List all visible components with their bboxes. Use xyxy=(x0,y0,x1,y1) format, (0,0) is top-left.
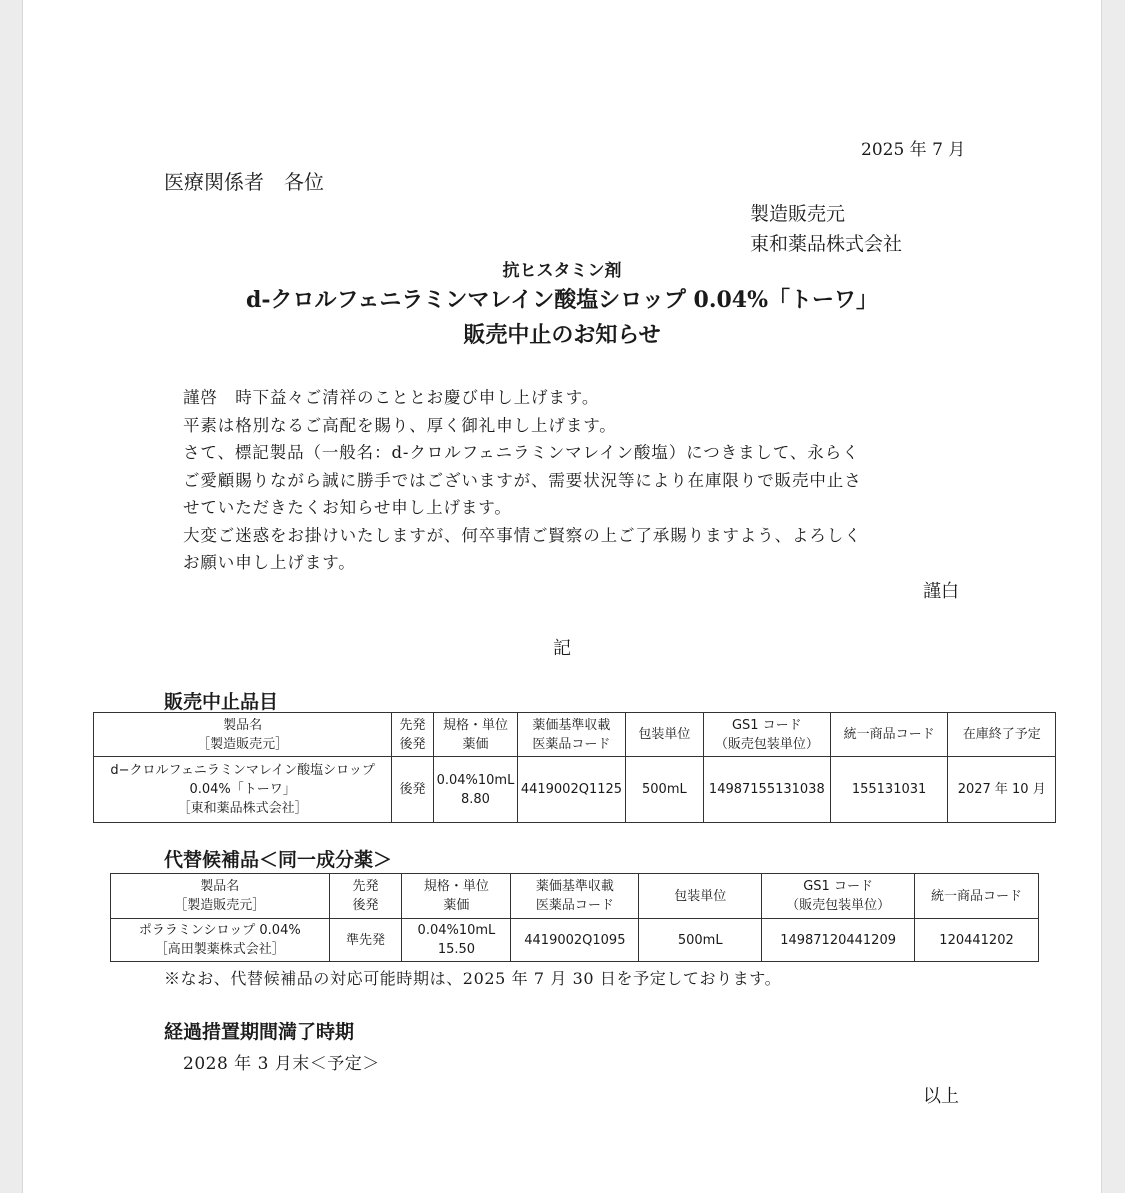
end-mark: 以上 xyxy=(923,1086,959,1107)
header-unified: 統一商品コード xyxy=(830,713,948,757)
body-line: 平素は格別なるご高配を賜り、厚く御礼申し上げます。 xyxy=(183,415,617,435)
alternative-table xyxy=(110,873,1039,962)
header-gs1: GS1 コード （販売包装単位） xyxy=(703,713,830,757)
body-line: さて、標記製品（一般名：d-クロルフェニラミンマレイン酸塩）につきまして、永らく xyxy=(183,443,860,462)
cell-spec: 0.04%10mL 8.80 xyxy=(433,757,517,823)
issue-date: 2025 年 7 月 xyxy=(861,140,966,160)
issuer-company: 東和薬品株式会社 xyxy=(750,233,903,255)
cell-code: 4419002Q1095 xyxy=(511,919,639,962)
cell-gs1: 14987120441209 xyxy=(762,919,915,962)
header-stock-end: 在庫終了予定 xyxy=(948,713,1056,757)
addressee: 医療関係者 各位 xyxy=(164,170,324,194)
body-line: 大変ご迷惑をお掛けいたしますが、何卒事情ご賢察の上ご了承賜りますよう、よろしく xyxy=(183,525,862,545)
header-gs1: GS1 コード （販売包装単位） xyxy=(762,874,915,919)
cell-unified: 120441202 xyxy=(915,919,1039,962)
table-header-row xyxy=(111,874,1039,919)
issuer-role: 製造販売元 xyxy=(750,203,846,225)
document-title: d-クロルフェニラミンマレイン酸塩シロップ 0.04%「トーワ」 xyxy=(245,287,879,313)
closing-phrase: 謹白 xyxy=(923,581,959,602)
transition-period: 2028 年 3 月末＜予定＞ xyxy=(183,1054,380,1074)
body-line: せていただきたくお知らせ申し上げます。 xyxy=(183,498,512,517)
cell-generic: 後発 xyxy=(392,757,434,823)
body-line: ご愛顧賜りながら誠に勝手ではございますが、需要状況等により在庫限りで販売中止さ xyxy=(183,470,862,490)
cell-package: 500mL xyxy=(639,919,762,962)
cell-unified: 155131031 xyxy=(830,757,948,823)
body-line: 謹啓 時下益々ご清祥のこととお慶び申し上げます。 xyxy=(183,388,600,407)
header-code: 薬価基準収載 医薬品コード xyxy=(511,874,639,919)
header-unified: 統一商品コード xyxy=(915,874,1039,919)
document-page xyxy=(22,0,1102,1193)
cell-generic: 準先発 xyxy=(329,919,402,962)
cell-stock-end: 2027 年 10 月 xyxy=(948,757,1056,823)
cell-code: 4419002Q1125 xyxy=(518,757,626,823)
header-code: 薬価基準収載 医薬品コード xyxy=(518,713,626,757)
letter-body xyxy=(183,384,953,577)
alternative-section-title: 代替候補品＜同一成分薬＞ xyxy=(164,849,393,871)
header-package: 包装単位 xyxy=(625,713,703,757)
header-generic: 先発 後発 xyxy=(392,713,434,757)
cell-package: 500mL xyxy=(625,757,703,823)
header-generic: 先発 後発 xyxy=(329,874,402,919)
header-product: 製品名 ［製造販売元］ xyxy=(111,874,330,919)
cell-gs1: 14987155131038 xyxy=(703,757,830,823)
table-row xyxy=(111,919,1039,962)
cell-product: ポララミンシロップ 0.04% ［高田製薬株式会社］ xyxy=(111,919,330,962)
alternative-note: ※なお、代替候補品の対応可能時期は、2025 年 7 月 30 日を予定しております。 xyxy=(164,969,782,988)
drug-category: 抗ヒスタミン剤 xyxy=(502,261,622,281)
ki-mark: 記 xyxy=(553,638,571,659)
document-subtitle: 販売中止のお知らせ xyxy=(463,322,661,348)
body-line: お願い申し上げます。 xyxy=(183,553,356,572)
discontinued-table xyxy=(93,712,1056,823)
table-header-row xyxy=(94,713,1056,757)
table-row xyxy=(94,757,1056,823)
header-product: 製品名 ［製造販売元］ xyxy=(94,713,392,757)
header-spec: 規格・単位 薬価 xyxy=(433,713,517,757)
transition-section-title: 経過措置期間満了時期 xyxy=(164,1021,355,1043)
cell-spec: 0.04%10mL 15.50 xyxy=(402,919,511,962)
cell-product: d−クロルフェニラミンマレイン酸塩シロップ 0.04%「トーワ」 ［東和薬品株式会社］ xyxy=(94,757,392,823)
header-package: 包装単位 xyxy=(639,874,762,919)
discontinued-section-title: 販売中止品目 xyxy=(164,691,279,713)
header-spec: 規格・単位 薬価 xyxy=(402,874,511,919)
